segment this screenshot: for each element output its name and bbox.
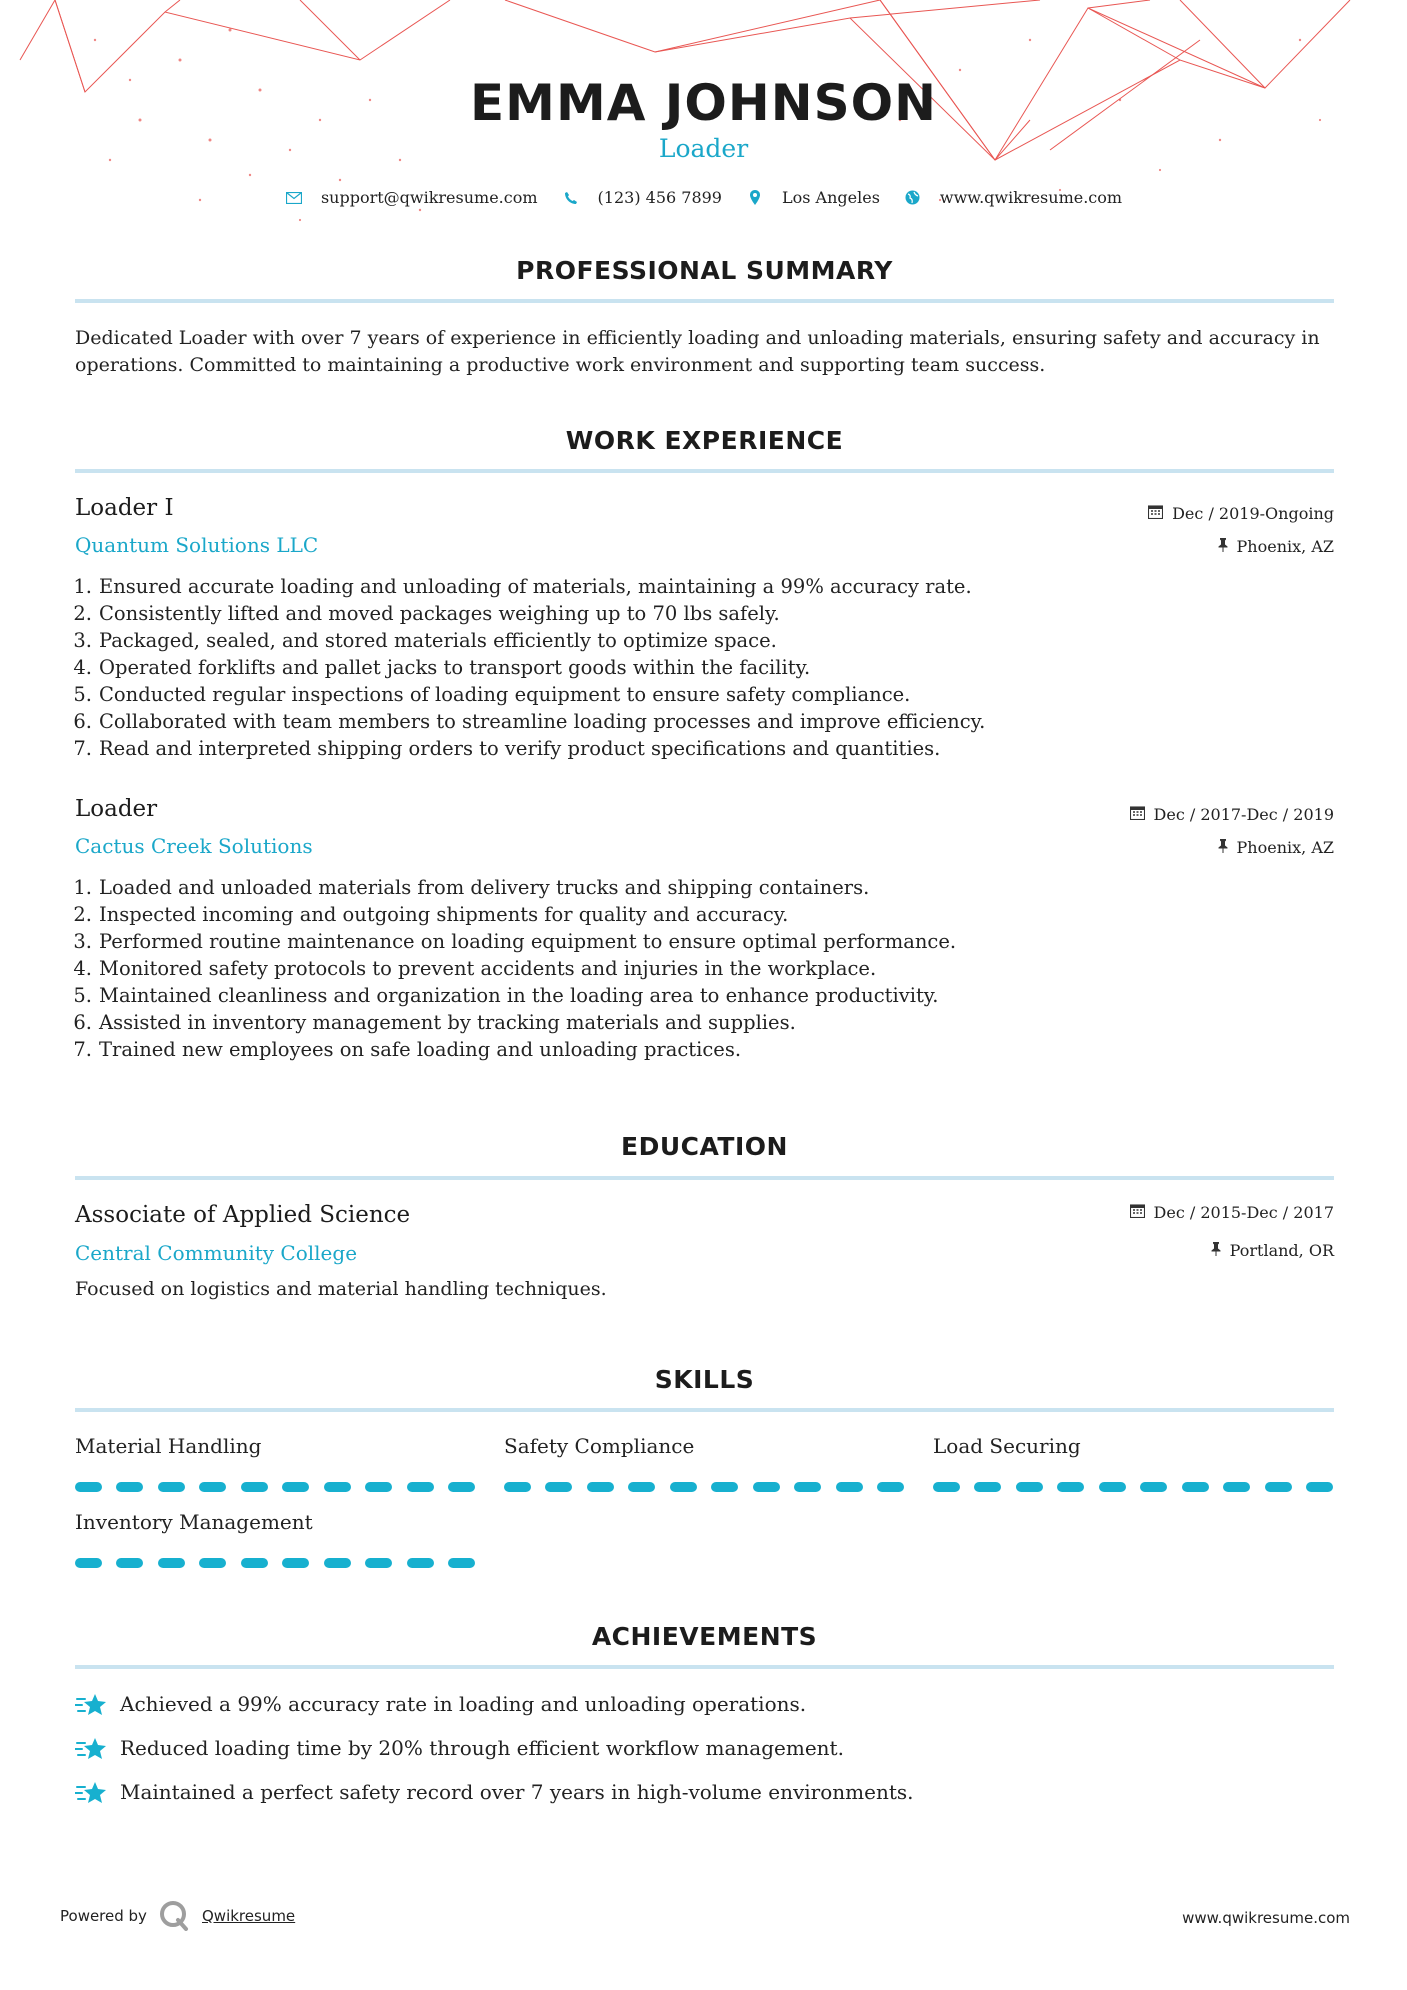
list-item: 7. Trained new employees on safe loading and unloading practices.	[73, 1038, 742, 1061]
list-item: 1. Loaded and unloaded materials from delivery trucks and shipping containers.	[73, 876, 870, 899]
school-name: Central Community College	[75, 1241, 358, 1265]
list-item: 3. Performed routine maintenance on loading equipment to ensure optimal performance.	[73, 930, 957, 953]
education-dates	[1130, 1203, 1334, 1222]
job-title: Loader I	[75, 495, 174, 521]
section-divider	[75, 299, 1334, 303]
list-item: 4. Operated forklifts and pallet jacks to transport goods within the facility.	[73, 656, 811, 679]
list-item: 4. Monitored safety protocols to prevent accidents and injuries in the workplace.	[73, 957, 877, 980]
contact-location	[746, 188, 880, 207]
job-location-text: Phoenix, AZ	[1236, 838, 1334, 857]
list-item	[75, 1690, 914, 1734]
job-location-text: Phoenix, AZ	[1236, 537, 1334, 556]
section-title-experience: WORK EXPERIENCE	[565, 426, 844, 455]
job-location	[1218, 838, 1334, 857]
pushpin-icon	[1211, 1242, 1221, 1260]
section-divider	[75, 1408, 1334, 1412]
education-location-text: Portland, OR	[1229, 1241, 1334, 1260]
list-item: 5. Maintained cleanliness and organization in the loading area to enhance productivity.	[73, 984, 939, 1007]
list-item: 7. Read and interpreted shipping orders to verify product specifications and quantities.	[73, 737, 941, 760]
contact-phone[interactable]	[562, 188, 722, 207]
achievements-list	[75, 1690, 914, 1822]
calendar-icon	[1148, 504, 1163, 523]
job-responsibilities	[70, 874, 956, 1063]
list-item: 5. Conducted regular inspections of loading equipment to ensure safety compliance.	[73, 683, 911, 706]
achievement-text: Reduced loading time by 20% through efficient workflow management.	[120, 1736, 844, 1760]
achievement-text: Achieved a 99% accuracy rate in loading and unloading operations.	[120, 1692, 807, 1716]
list-item: 3. Packaged, sealed, and stored materials efficiently to optimize space.	[73, 629, 777, 652]
job-dates	[1130, 805, 1334, 824]
skill-level-bar	[75, 1482, 475, 1492]
contact-bar	[0, 188, 1407, 207]
skill-level-bar	[75, 1558, 475, 1568]
list-item: 2. Inspected incoming and outgoing shipments for quality and accuracy.	[73, 903, 789, 926]
footer	[60, 1899, 1350, 1939]
globe-icon	[904, 189, 922, 207]
degree-title: Associate of Applied Science	[75, 1202, 411, 1228]
education-description: Focused on logistics and material handling techniques.	[75, 1278, 607, 1300]
job-title: Loader	[75, 796, 158, 822]
pushpin-icon	[1218, 839, 1228, 857]
star-icon	[75, 1734, 109, 1764]
powered-by-label: Powered by	[60, 1907, 147, 1925]
pushpin-icon	[1218, 538, 1228, 556]
section-title-education: EDUCATION	[621, 1132, 788, 1161]
list-item: 6. Assisted in inventory management by tracking materials and supplies.	[73, 1011, 796, 1034]
summary-text: Dedicated Loader with over 7 years of experience in efficiently loading and unloading materials, ensuring safety and accuracy in operations. Committed to maintaining a productive work environment and supporting team success.	[75, 327, 1320, 376]
company-name: Quantum Solutions LLC	[75, 533, 319, 557]
skill-name: Safety Compliance	[504, 1434, 695, 1458]
skill-level-bar	[933, 1482, 1333, 1492]
footer-website-link[interactable]: www.qwikresume.com	[1182, 1909, 1350, 1927]
phone-icon	[562, 189, 580, 207]
candidate-title: Loader	[658, 134, 749, 163]
location-text: Los Angeles	[781, 188, 880, 207]
phone-text: (123) 456 7899	[597, 188, 722, 207]
calendar-icon	[1130, 805, 1145, 824]
section-divider	[75, 1665, 1334, 1669]
education-location	[1211, 1241, 1334, 1260]
calendar-icon	[1130, 1203, 1145, 1222]
website-text: www.qwikresume.com	[939, 188, 1123, 207]
star-icon	[75, 1778, 109, 1808]
star-icon	[75, 1690, 109, 1720]
brand-link[interactable]: Qwikresume	[202, 1907, 296, 1925]
list-item: 6. Collaborated with team members to streamline loading processes and improve efficiency.	[73, 710, 986, 733]
section-title-skills: SKILLS	[654, 1365, 755, 1394]
section-title-achievements: ACHIEVEMENTS	[591, 1622, 818, 1651]
list-item	[75, 1734, 914, 1778]
candidate-name: EMMA JOHNSON	[470, 74, 937, 132]
contact-website[interactable]	[904, 188, 1122, 207]
list-item	[75, 1778, 914, 1822]
company-name: Cactus Creek Solutions	[75, 834, 313, 858]
section-divider	[75, 469, 1334, 473]
email-text: support@qwikresume.com	[320, 188, 538, 207]
list-item: 1. Ensured accurate loading and unloading of materials, maintaining a 99% accuracy rate.	[73, 575, 972, 598]
list-item: 2. Consistently lifted and moved packages weighing up to 70 lbs safely.	[73, 602, 780, 625]
envelope-icon	[285, 189, 303, 207]
contact-email[interactable]	[285, 188, 538, 207]
education-dates-text: Dec / 2015-Dec / 2017	[1153, 1203, 1334, 1222]
section-title-summary: PROFESSIONAL SUMMARY	[516, 256, 893, 285]
job-location	[1218, 537, 1334, 556]
skill-name: Material Handling	[75, 1434, 262, 1458]
skill-level-bar	[504, 1482, 904, 1492]
job-dates	[1148, 504, 1334, 523]
job-dates-text: Dec / 2017-Dec / 2019	[1153, 805, 1334, 824]
qwikresume-logo-icon	[158, 1899, 190, 1931]
job-responsibilities	[70, 573, 985, 762]
skill-name: Inventory Management	[75, 1510, 313, 1534]
map-pin-icon	[746, 189, 764, 207]
achievement-text: Maintained a perfect safety record over 7 years in high-volume environments.	[120, 1780, 914, 1804]
section-divider	[75, 1176, 1334, 1180]
job-dates-text: Dec / 2019-Ongoing	[1172, 504, 1334, 523]
skill-name: Load Securing	[933, 1434, 1081, 1458]
